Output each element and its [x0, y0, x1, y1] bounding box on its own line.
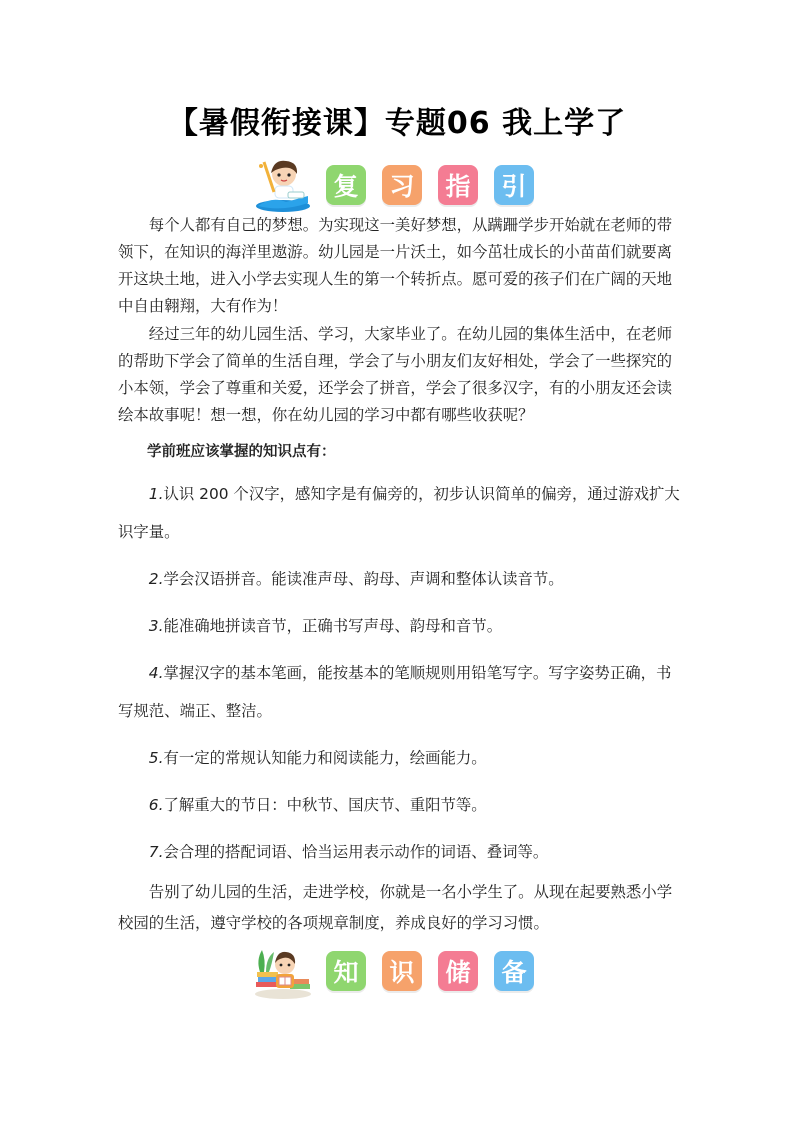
item-number: 4. — [148, 664, 164, 682]
intro-paragraph: 经过三年的幼儿园生活、学习，大家毕业了。在幼儿园的集体生活中，在老师的帮助下学会了简单的生活自理，学会了与小朋友们友好相处，学会了一些探究的小本领，学会了尊重和关爱，还学会了拼音，学会了很多汉字，有的小朋友还会读绘本故事呢！想一想，你在幼儿园的学习中都有哪些收获呢？ — [118, 325, 673, 424]
knowledge-point-item — [118, 607, 684, 645]
closing-paragraph: 告别了幼儿园的生活，走进学校，你就是一名小学生了。从现在起要熟悉小学校园的生活，遵守学校的各项规章制度，养成良好的学习习惯。 — [118, 883, 673, 932]
knowledge-point-item — [118, 739, 684, 777]
item-text: 学会汉语拼音。能读准声母、韵母、声调和整体认读音节。 — [163, 570, 564, 588]
child-writing-icon — [252, 156, 314, 214]
knowledge-point-item — [118, 475, 684, 551]
banner-char-tile: 指 — [438, 165, 478, 205]
item-number: 6. — [148, 796, 164, 814]
knowledge-point-item — [118, 654, 684, 730]
banner-char-tile: 备 — [494, 951, 534, 991]
banner-char-tile: 识 — [382, 951, 422, 991]
knowledge-point-item — [118, 786, 684, 824]
review-guide-banner — [0, 156, 794, 214]
knowledge-points-heading: 学前班应该掌握的知识点有： — [147, 444, 336, 460]
knowledge-reserve-banner — [0, 942, 794, 1000]
item-text: 会合理的搭配词语、恰当运用表示动作的词语、叠词等。 — [163, 843, 549, 861]
item-text: 掌握汉字的基本笔画，能按基本的笔顺规则用铅笔写字。写字姿势正确，书写规范、端正、整洁。 — [118, 664, 672, 720]
intro-paragraph: 每个人都有自己的梦想。为实现这一美好梦想，从蹒跚学步开始就在老师的带领下，在知识的海洋里遨游。幼儿园是一片沃土，如今茁壮成长的小苗苗们就要离开这块土地，进入小学去实现人生的第一个转折点。愿可爱的孩子们在广阔的天地中自由翱翔，大有作为！ — [118, 216, 673, 315]
item-number: 7. — [148, 843, 164, 861]
banner-char-tile: 复 — [326, 165, 366, 205]
banner-char-tile: 储 — [438, 951, 478, 991]
item-text: 能准确地拼读音节，正确书写声母、韵母和音节。 — [163, 617, 503, 635]
item-text: 认识 200 个汉字，感知字是有偏旁的，初步认识简单的偏旁，通过游戏扩大识字量。 — [118, 485, 680, 541]
banner-char-tile: 习 — [382, 165, 422, 205]
item-number: 1. — [148, 485, 164, 503]
item-number: 5. — [148, 749, 164, 767]
knowledge-point-item — [118, 560, 684, 598]
item-number: 2. — [148, 570, 164, 588]
document-body — [118, 212, 684, 939]
knowledge-point-item — [118, 833, 684, 871]
banner-char-tile: 知 — [326, 951, 366, 991]
item-number: 3. — [148, 617, 164, 635]
item-text: 有一定的常规认知能力和阅读能力，绘画能力。 — [163, 749, 487, 767]
banner-char-tile: 引 — [494, 165, 534, 205]
child-reading-books-icon — [252, 942, 314, 1000]
item-text: 了解重大的节日：中秋节、国庆节、重阳节等。 — [163, 796, 487, 814]
page-title: 【暑假衔接课】专题06 我上学了 — [167, 106, 627, 141]
